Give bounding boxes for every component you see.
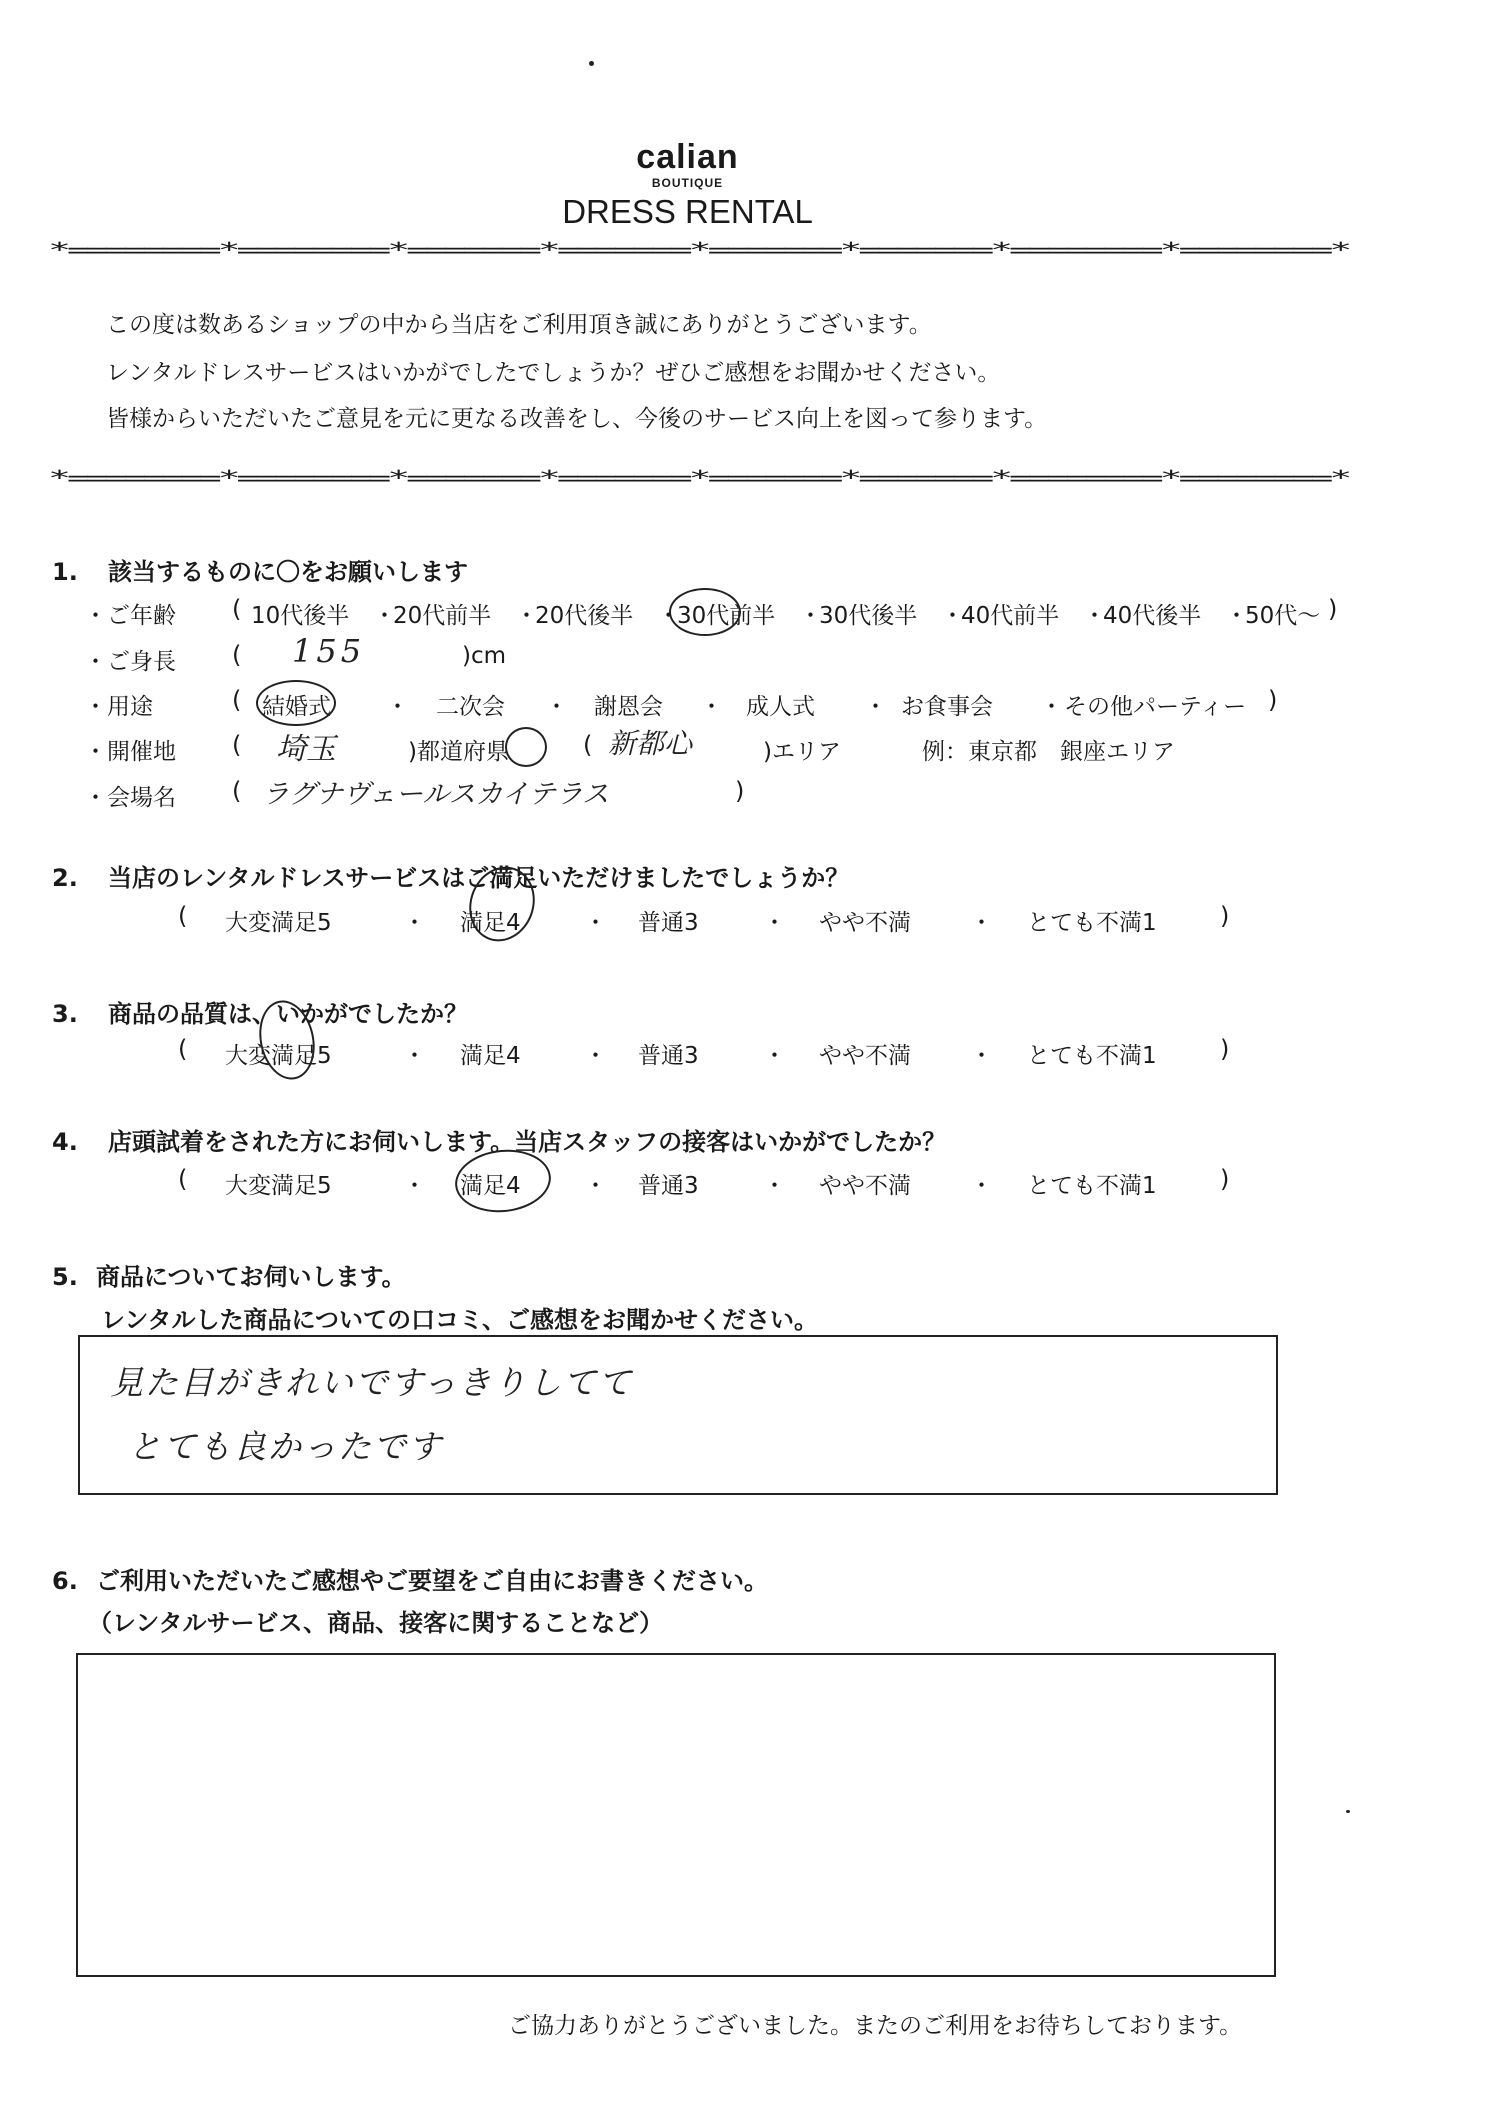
question-6-subtitle: （レンタルサービス、商品、接客に関することなど） bbox=[88, 1609, 664, 1637]
rating-option[interactable]: 普通3 bbox=[638, 1043, 699, 1069]
rating-separator: ・ bbox=[970, 1173, 993, 1199]
venue-area-label: ・開催地 bbox=[84, 739, 176, 765]
purpose-separator: ・ bbox=[700, 694, 723, 720]
purpose-separator: ・ bbox=[864, 694, 887, 720]
scan-speck bbox=[1346, 1810, 1350, 1813]
question-5-subtitle: レンタルした商品についての口コミ、ご感想をお聞かせください。 bbox=[101, 1306, 818, 1334]
question-5-title bbox=[52, 1257, 406, 1292]
purpose-separator: ・ bbox=[386, 694, 409, 720]
age-separator: ・ bbox=[1083, 603, 1106, 629]
age-option[interactable]: 40代後半 bbox=[1103, 603, 1202, 629]
question-5-text: 商品についてお伺いします。 bbox=[96, 1263, 406, 1291]
rating-separator: ・ bbox=[584, 1043, 607, 1069]
question-5-number: 5. bbox=[52, 1263, 78, 1291]
age-option[interactable]: 50代～ bbox=[1245, 603, 1321, 629]
rating-separator: ・ bbox=[763, 1043, 786, 1069]
age-option[interactable]: 20代前半 bbox=[393, 603, 492, 629]
rating-option[interactable]: やや不満 bbox=[819, 910, 911, 936]
age-separator: ・ bbox=[373, 603, 396, 629]
height-value[interactable]: 155 bbox=[292, 632, 366, 670]
purpose-option[interactable]: お食事会 bbox=[901, 694, 993, 720]
intro-line-2: レンタルドレスサービスはいかがでしたでしょうか？ぜひご感想をお聞かせください。 bbox=[106, 360, 1001, 386]
rating-paren-open: ( bbox=[178, 1035, 188, 1063]
rating-separator: ・ bbox=[763, 1173, 786, 1199]
rating-paren-close: ) bbox=[1220, 1035, 1230, 1063]
purpose-option-selected[interactable]: 結婚式 bbox=[262, 694, 331, 720]
answer-line-2: とても良かったです bbox=[128, 1427, 443, 1466]
selection-circle bbox=[669, 588, 741, 636]
purpose-separator: ・ bbox=[545, 694, 568, 720]
question-1-title bbox=[52, 552, 468, 587]
rating-option[interactable]: 満足4 bbox=[460, 1043, 521, 1069]
rating-paren-open: ( bbox=[178, 902, 188, 930]
question-6-title bbox=[52, 1561, 768, 1596]
venue-name-label: ・会場名 bbox=[84, 785, 176, 811]
area-value[interactable]: 新都心 bbox=[608, 727, 693, 760]
question-3-text: 商品の品質は、いかがでしたか？ bbox=[108, 1000, 468, 1028]
scan-speck bbox=[589, 61, 594, 66]
rating-option[interactable]: 普通3 bbox=[638, 1173, 699, 1199]
rating-paren-close: ) bbox=[1220, 902, 1230, 930]
area-suffix: )エリア bbox=[763, 739, 841, 765]
question-6-number: 6. bbox=[52, 1567, 78, 1595]
age-separator: ・ bbox=[799, 603, 822, 629]
question-1-number: 1. bbox=[52, 558, 78, 586]
age-option-selected[interactable]: 30代前半 bbox=[677, 603, 776, 629]
rating-option[interactable]: やや不満 bbox=[819, 1173, 911, 1199]
rating-option[interactable]: やや不満 bbox=[819, 1043, 911, 1069]
rating-separator: ・ bbox=[403, 1173, 426, 1199]
question-4-text: 店頭試着をされた方にお伺いします。当店スタッフの接客はいかがでしたか？ bbox=[108, 1128, 947, 1156]
purpose-option[interactable]: その他パーティー bbox=[1064, 694, 1247, 720]
venue-name-paren-open: ( bbox=[232, 777, 242, 805]
question-1-text: 該当するものに〇をお願いします bbox=[108, 558, 468, 586]
rating-option-selected[interactable]: 大変満足5 bbox=[225, 1043, 332, 1069]
purpose-option[interactable]: 謝恩会 bbox=[594, 694, 663, 720]
selection-circle bbox=[256, 680, 336, 726]
height-unit: )cm bbox=[462, 643, 507, 669]
rating-separator: ・ bbox=[403, 910, 426, 936]
purpose-label: ・用途 bbox=[84, 694, 153, 720]
question-2-text: 当店のレンタルドレスサービスはご満足いただけましたでしょうか？ bbox=[108, 864, 850, 892]
area-paren-open: ( bbox=[583, 731, 593, 759]
question-5-answer-box[interactable] bbox=[78, 1335, 1278, 1495]
purpose-paren-close: ) bbox=[1268, 686, 1278, 714]
rating-option[interactable]: 大変満足5 bbox=[225, 1173, 332, 1199]
age-separator: ・ bbox=[657, 603, 680, 629]
age-option[interactable]: 10代後半 bbox=[251, 603, 350, 629]
rating-option-selected[interactable]: 満足4 bbox=[460, 910, 521, 936]
rating-option-selected[interactable]: 満足4 bbox=[460, 1173, 521, 1199]
age-label: ・ご年齢 bbox=[84, 603, 176, 629]
prefecture-suffix: )都道府県 bbox=[408, 739, 509, 765]
rating-separator: ・ bbox=[763, 910, 786, 936]
age-option[interactable]: 30代後半 bbox=[819, 603, 918, 629]
rating-paren-close: ) bbox=[1220, 1165, 1230, 1193]
brand-logo: calian bbox=[636, 138, 739, 176]
age-separator: ・ bbox=[515, 603, 538, 629]
rating-separator: ・ bbox=[970, 1043, 993, 1069]
prefecture-value[interactable]: 埼玉 bbox=[276, 732, 336, 767]
question-2-title bbox=[52, 858, 849, 893]
rating-option[interactable]: とても不満1 bbox=[1027, 910, 1157, 936]
age-option[interactable]: 20代後半 bbox=[535, 603, 634, 629]
height-paren-open: ( bbox=[232, 641, 242, 669]
question-6-answer-box[interactable] bbox=[76, 1653, 1276, 1977]
venue-paren-open: ( bbox=[232, 731, 242, 759]
question-6-text: ご利用いただいたご感想やご要望をご自由にお書きください。 bbox=[96, 1567, 768, 1595]
separator-top: *========*========*=======*=======*=======*=======*========*========* bbox=[48, 238, 1349, 262]
intro-line-3: 皆様からいただいたご意見を元に更なる改善をし、今後のサービス向上を図って参ります。 bbox=[106, 406, 1048, 432]
purpose-paren-open: ( bbox=[232, 686, 242, 714]
rating-paren-open: ( bbox=[178, 1165, 188, 1193]
question-2-number: 2. bbox=[52, 864, 78, 892]
purpose-option[interactable]: 成人式 bbox=[746, 694, 815, 720]
page-title: DRESS RENTAL bbox=[562, 193, 813, 230]
rating-option[interactable]: 普通3 bbox=[638, 910, 699, 936]
rating-separator: ・ bbox=[970, 910, 993, 936]
height-label: ・ご身長 bbox=[84, 649, 176, 675]
selection-circle bbox=[505, 727, 547, 767]
age-paren-close: ) bbox=[1328, 595, 1338, 623]
venue-name-paren-close: ) bbox=[735, 777, 745, 805]
age-separator: ・ bbox=[1225, 603, 1248, 629]
rating-option[interactable]: とても不満1 bbox=[1027, 1043, 1157, 1069]
rating-separator: ・ bbox=[584, 910, 607, 936]
intro-line-1: この度は数あるショップの中から当店をご利用頂き誠にありがとうございます。 bbox=[106, 312, 932, 338]
purpose-option[interactable]: 二次会 bbox=[436, 694, 505, 720]
purpose-separator: ・ bbox=[1040, 694, 1063, 720]
age-separator: ・ bbox=[941, 603, 964, 629]
rating-option[interactable]: とても不満1 bbox=[1027, 1173, 1157, 1199]
age-option[interactable]: 40代前半 bbox=[961, 603, 1060, 629]
age-paren-open: ( bbox=[232, 595, 242, 623]
brand-subtitle: BOUTIQUE bbox=[651, 176, 724, 190]
question-4-number: 4. bbox=[52, 1128, 78, 1156]
venue-example: 例：東京都 銀座エリア bbox=[922, 739, 1175, 765]
separator-bottom: *========*========*=======*=======*=======*=======*========*========* bbox=[48, 466, 1349, 490]
answer-line-1: 見た目がきれいですっきりしてて bbox=[110, 1363, 634, 1402]
rating-separator: ・ bbox=[403, 1043, 426, 1069]
rating-separator: ・ bbox=[584, 1173, 607, 1199]
question-3-number: 3. bbox=[52, 1000, 78, 1028]
rating-option[interactable]: 大変満足5 bbox=[225, 910, 332, 936]
venue-name-value[interactable]: ラグナヴェールスカイテラス bbox=[262, 779, 609, 810]
footer-thanks: ご協力ありがとうございました。またのご利用をお待ちしております。 bbox=[508, 2013, 1243, 2039]
